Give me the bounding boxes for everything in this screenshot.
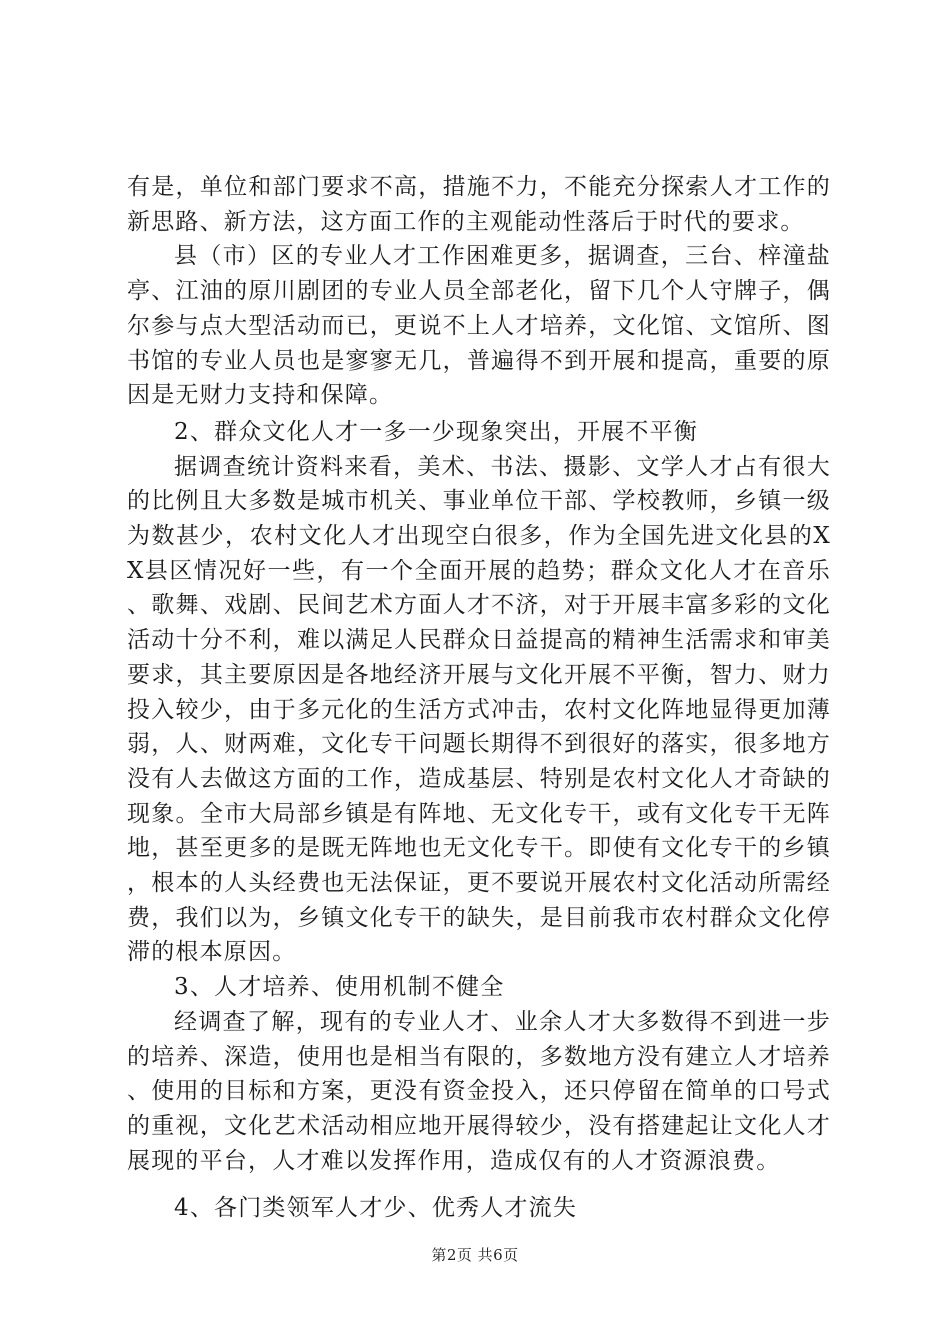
paragraph-mass-culture: 据调查统计资料来看，美术、书法、摄影、文学人才占有很大的比例且大多数是城市机关、事业单位干部、学校教师，乡镇一级为数甚少，农村文化人才出现空白很多，作为全国先进文化县的XX县区情况好一些，有一个全面开展的趋势；群众文化人才在音乐、歌舞、戏剧、民间艺术方面人才不济，对于开展丰富多彩的文化活动十分不利，难以满足人民群众日益提高的精神生活需求和审美要求，其主要原因是各地经济开展与文化开展不平衡，智力、财力投入较少，由于多元化的生活方式冲击，农村文化阵地显得更加薄弱，人、财两难，文化专干问题长期得不到很好的落实，很多地方没有人去做这方面的工作，造成基层、特别是农村文化人才奇缺的现象。全市大局部乡镇是有阵地、无文化专干，或有文化专干无阵地，甚至更多的是既无阵地也无文化专干。即使有文化专干的乡镇，根本的人头经费也无法保证，更不要说开展农村文化活动所需经费，我们以为，乡镇文化专干的缺失，是目前我市农村群众文化停滞的根本原因。 xyxy=(127,453,831,966)
paragraph-training-mechanism: 经调查了解，现有的专业人才、业余人才大多数得不到进一步的培养、深造，使用也是相当有限的，多数地方没有建立人才培养、使用的目标和方案，更没有资金投入，还只停留在简单的口号式的重视，文化艺术活动相应地开展得较少，没有搭建起让文化人才展现的平台，人才难以发挥作用，造成仅有的人才资源浪费。 xyxy=(127,1008,831,1174)
paragraph-county-talent: 县（市）区的专业人才工作困难更多，据调查，三台、梓潼盐亭、江油的原川剧团的专业人员全部老化，留下几个人守牌子，偶尔参与点大型活动而已，更说不上人才培养，文化馆、文馆所、图书馆的专业人员也是寥寥无几，普遍得不到开展和提高，重要的原因是无财力支持和保障。 xyxy=(127,243,831,409)
section-heading-4: 4、各门类领军人才少、优秀人才流失 xyxy=(174,1195,578,1222)
section-heading-3: 3、人才培养、使用机制不健全 xyxy=(174,974,505,1001)
paragraph-continuation: 有是，单位和部门要求不高，措施不力，不能充分探索人才工作的新思路、新方法，这方面工作的主观能动性落后于时代的要求。 xyxy=(127,174,831,235)
section-heading-2: 2、群众文化人才一多一少现象突出，开展不平衡 xyxy=(174,418,699,445)
page-number-footer: 第2页 共6页 xyxy=(431,1246,519,1264)
document-body xyxy=(127,170,831,1226)
